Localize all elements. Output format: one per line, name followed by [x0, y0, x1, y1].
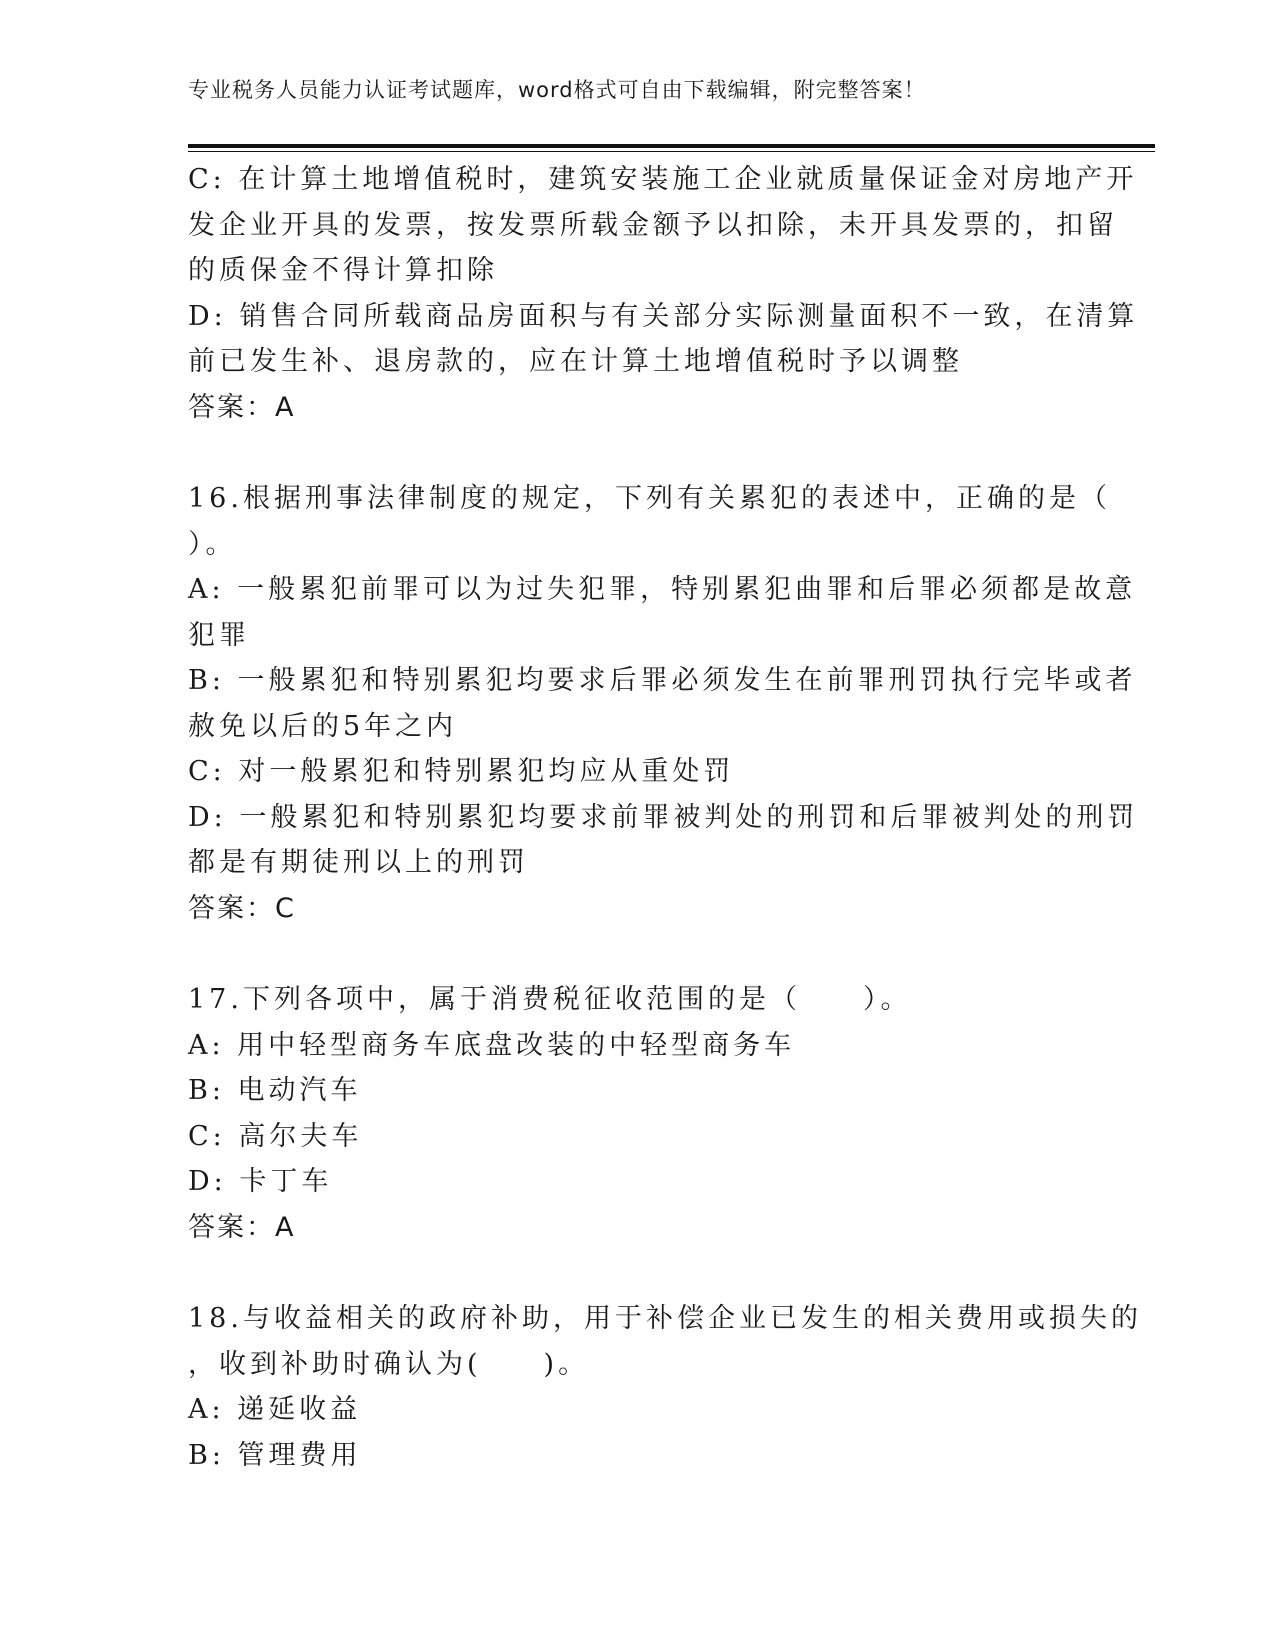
spacer [188, 931, 1088, 977]
question-title: 17.下列各项中，属于消费税征收范围的是（ ）。 [188, 984, 912, 1015]
question-block [188, 157, 1139, 430]
header-divider-thin [188, 151, 1155, 152]
option-c: C: 对一般累犯和特别累犯均应从重处罚 [188, 756, 735, 787]
text-line: 前已发生补、退房款的，应在计算土地增值税时予以调整 [188, 346, 963, 377]
spacer [188, 1250, 1088, 1296]
text-line: ）。 [188, 528, 237, 560]
header-divider-thick [188, 144, 1155, 148]
option-b: B: 电动汽车 [188, 1075, 362, 1106]
text-line: 发企业开具的发票，按发票所载金额予以扣除，未开具发票的，扣留 [188, 209, 1118, 241]
answer-line: 答案：A [188, 1211, 296, 1243]
text-line: ，收到补助时确认为( )。 [188, 1348, 590, 1380]
question-block [188, 476, 1139, 931]
option-b: B: 管理费用 [188, 1439, 362, 1471]
option-d: D: 一般累犯和特别累犯均要求前罪被判处的刑罚和后罪被判处的刑罚 [188, 801, 1139, 833]
option-a: A: 递延收益 [188, 1394, 362, 1425]
text-line: 的质保金不得计算扣除 [188, 255, 498, 286]
answer-line: 答案：C [188, 892, 296, 924]
option-c: C: 高尔夫车 [188, 1120, 363, 1152]
question-title: 18.与收益相关的政府补助，用于补偿企业已发生的相关费用或损失的 [188, 1303, 1142, 1334]
option-d: D: 卡丁车 [188, 1166, 333, 1197]
question-block [188, 1296, 1142, 1478]
option-b: B: 一般累犯和特别累犯均要求后罪必须发生在前罪刑罚执行完毕或者 [188, 665, 1137, 696]
answer-line: 答案：A [188, 391, 296, 423]
text-line: C: 在计算土地增值税时，建筑安装施工企业就质量保证金对房地产开 [188, 164, 1138, 195]
page-header: 专业税务人员能力认证考试题库，word格式可自由下载编辑，附完整答案！ [188, 78, 926, 102]
text-line: 都是有期徒刑以上的刑罚 [188, 847, 529, 878]
option-a: A: 用中轻型商务车底盘改装的中轻型商务车 [188, 1029, 796, 1061]
spacer [188, 430, 1088, 476]
text-line: 犯罪 [188, 619, 250, 651]
text-line: D: 销售合同所载商品房面积与有关部分实际测量面积不一致，在清算 [188, 300, 1139, 332]
document-body [188, 157, 1142, 1478]
text-line: 赦免以后的5年之内 [188, 710, 458, 742]
question-title: 16.根据刑事法律制度的规定，下列有关累犯的表述中，正确的是（ [188, 483, 1111, 514]
option-a: A: 一般累犯前罪可以为过失犯罪，特别累犯曲罪和后罪必须都是故意 [188, 574, 1137, 605]
question-block [188, 977, 1088, 1250]
